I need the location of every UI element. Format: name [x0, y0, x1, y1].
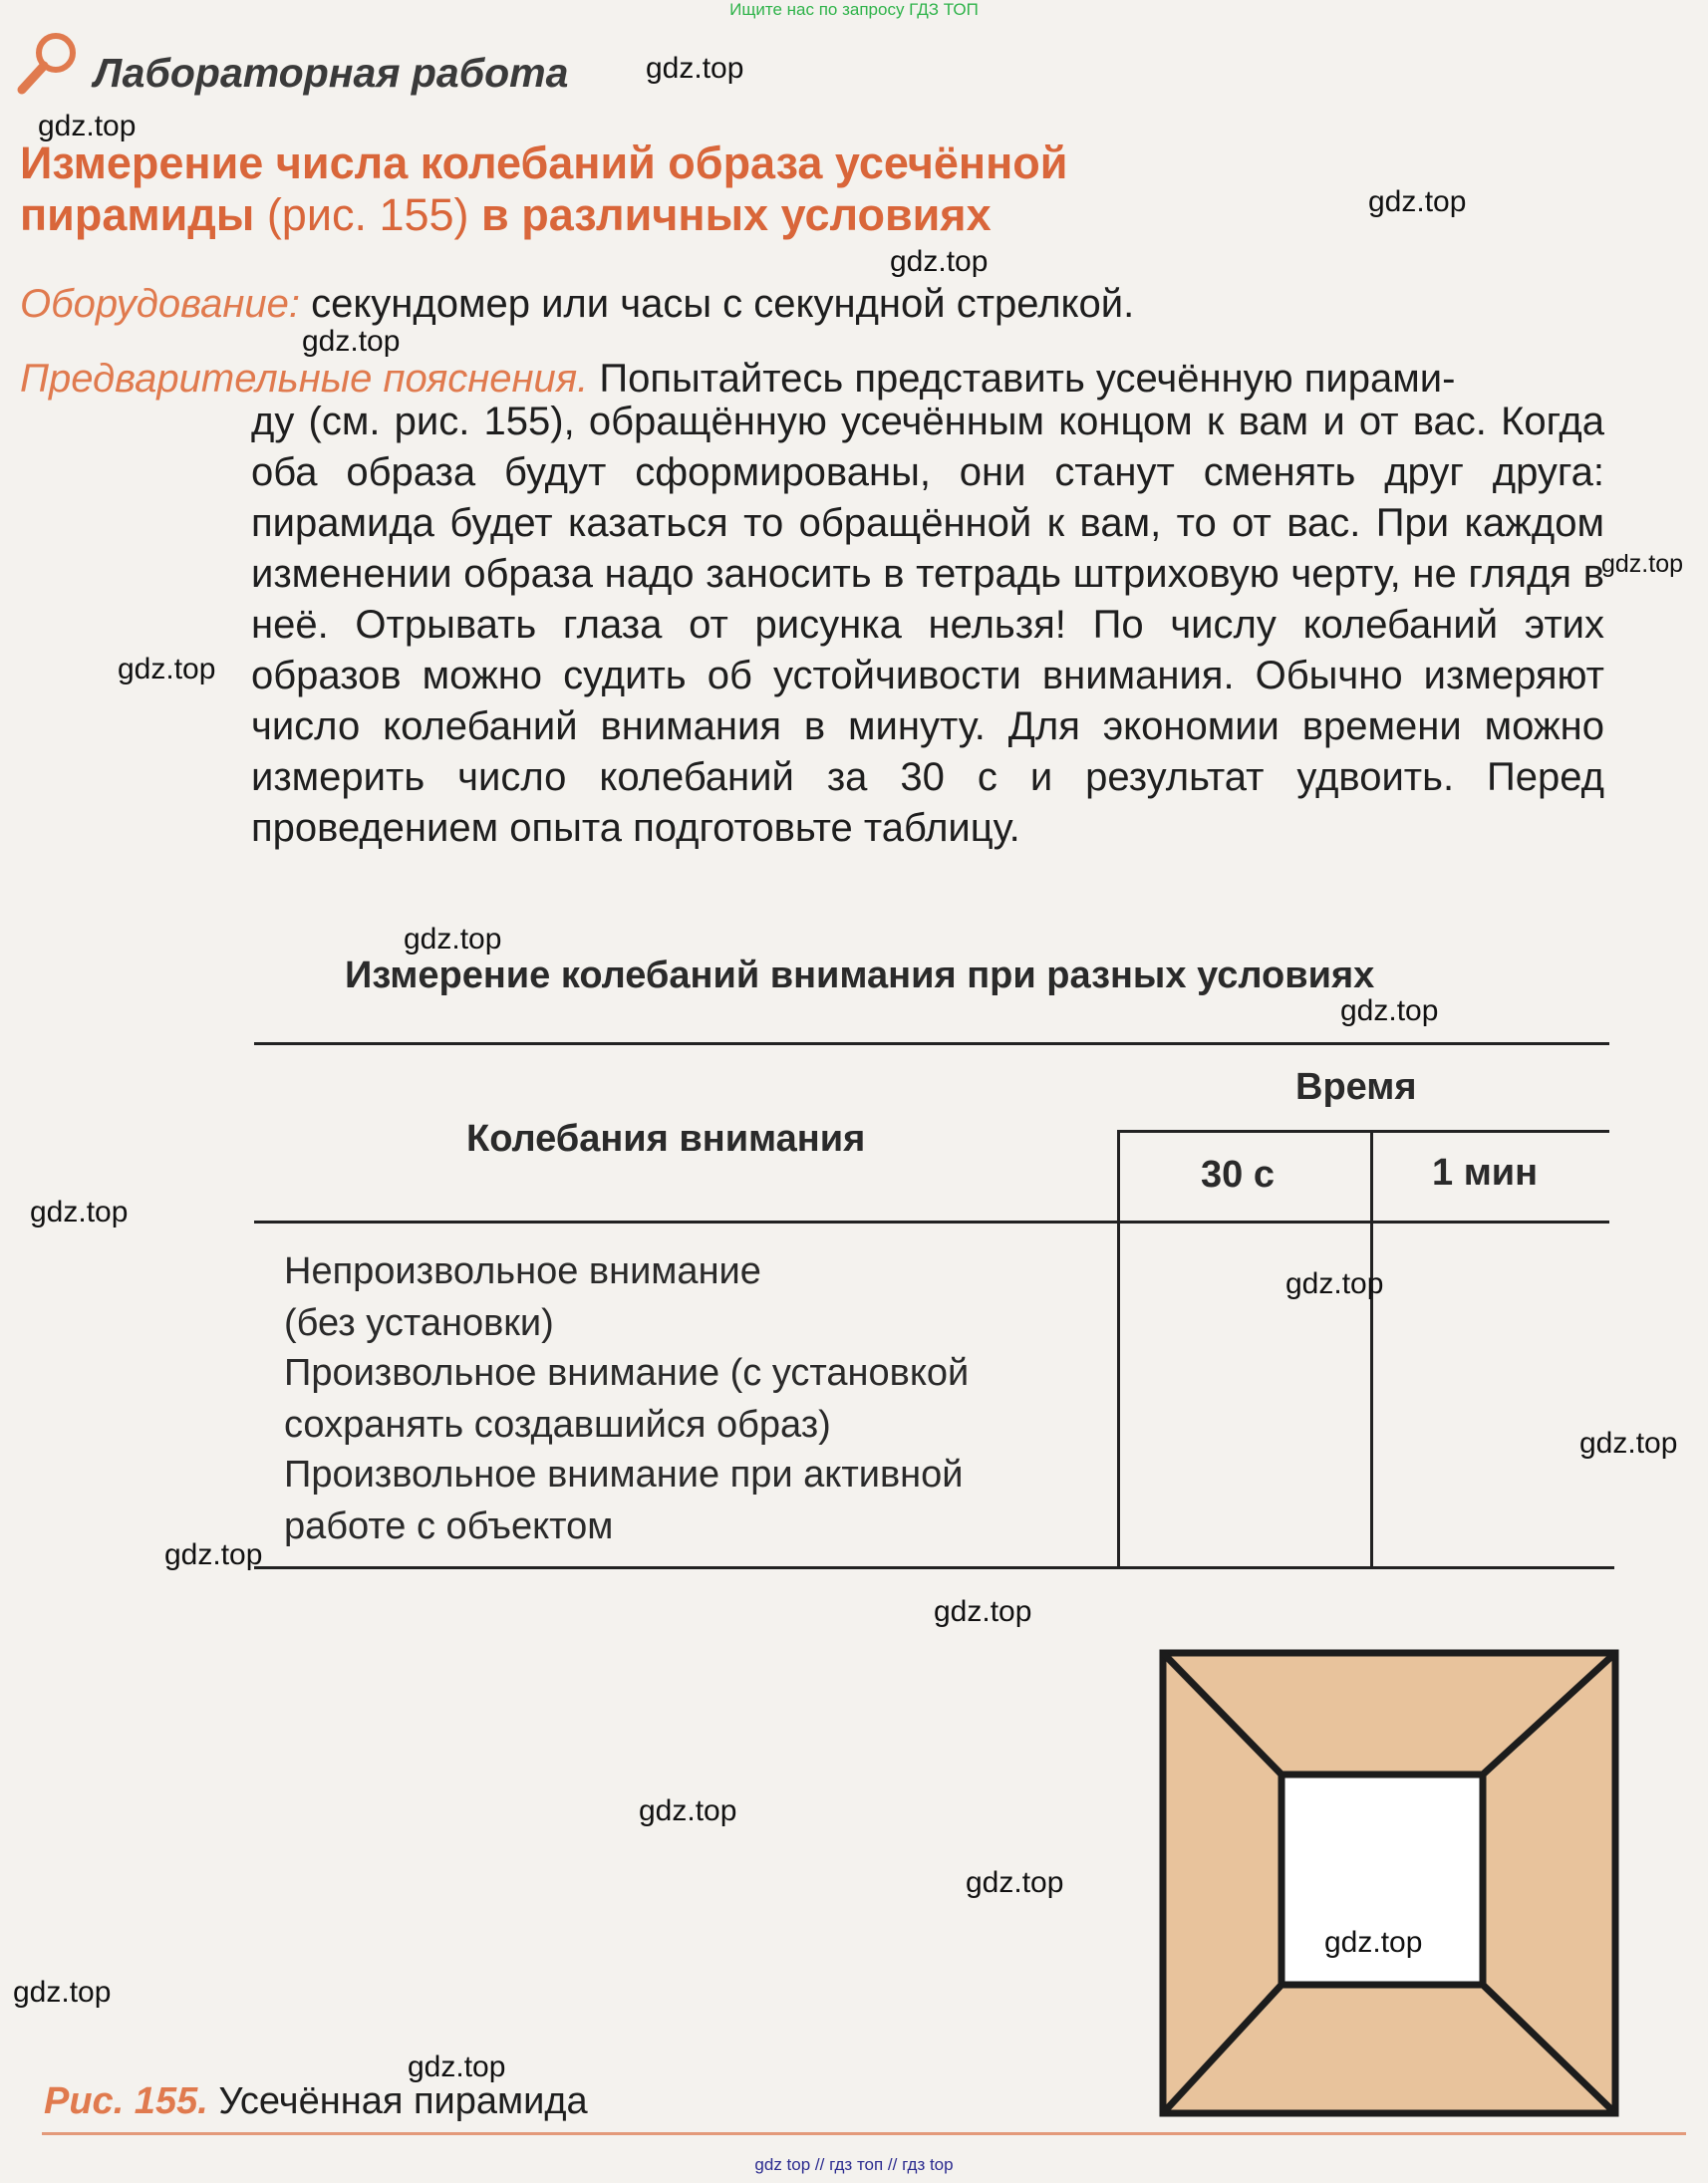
figure-caption: Рис. 155. Усечённая пирамида: [44, 2080, 588, 2122]
top-search-link[interactable]: Ищите нас по запросу ГДЗ ТОП: [729, 0, 979, 19]
table-time-rule: [1118, 1130, 1609, 1133]
watermark: gdz.top: [646, 52, 744, 85]
watermark: gdz.top: [934, 1595, 1032, 1628]
table-divider-2: [1370, 1130, 1373, 1568]
table-bottom-rule: [254, 1566, 1614, 1569]
equipment-label: Оборудование:: [20, 282, 300, 326]
equipment-line: Оборудование: секундомер или часы с секундной стрелкой.: [20, 282, 1135, 326]
table-row: Непроизвольное внимание (без установки): [284, 1250, 761, 1344]
watermark: gdz.top: [1579, 1427, 1678, 1460]
explanations-text: ду (см. рис. 155), обращённую усечённым концом к вам и от вас. Когда оба образа будут сформированы, они станут сменять друг друга: пирамида будет казаться то обращённой к вам, то от вас. При каждом изменении образа надо заносить в тетрадь штриховую черту, не глядя в неё. Отрывать глаза от рисунка нельзя! По числу колебаний этих образов можно судить об устойчивости внимания. Обычно измеряют число колебаний внимания в минуту. Для экономии времени можно измерить число колебаний за 30 с и результат удвоить. Перед проведением опыта подготовьте таблицу.: [251, 400, 1604, 850]
watermark: gdz.top: [966, 1866, 1064, 1899]
watermark: gdz.top: [302, 325, 401, 358]
table-row: Произвольное внимание при активной работе с объектом: [284, 1454, 964, 1547]
watermark: gdz.top: [38, 110, 137, 142]
watermark: gdz.top: [1324, 1926, 1423, 1959]
watermark: gdz.top: [639, 1794, 737, 1827]
watermark: gdz.top: [404, 923, 502, 955]
watermark: gdz.top: [1601, 550, 1684, 578]
magnifier-icon: [14, 28, 84, 98]
table-row: Произвольное внимание (с установкой сохранять создавшийся образ): [284, 1352, 970, 1446]
table-header-rule: [254, 1221, 1609, 1224]
lab-heading: Измерение числа колебаний образа усечённой пирамиды (рис. 155) в различных условиях: [20, 137, 1068, 240]
explanations-label: Предварительные пояснения.: [20, 357, 589, 401]
watermark: gdz.top: [408, 2050, 506, 2083]
bottom-links[interactable]: gdz top // гдз топ // гдз top: [754, 2155, 954, 2174]
lab-title: Лабораторная работа: [94, 50, 569, 96]
watermark: gdz.top: [13, 1976, 112, 2009]
table-title: Измерение колебаний внимания при разных условиях: [345, 955, 1375, 996]
watermark: gdz.top: [1340, 994, 1439, 1027]
col-header-30s: 30 с: [1201, 1154, 1275, 1196]
watermark: gdz.top: [30, 1196, 129, 1228]
table-top-rule: [254, 1042, 1609, 1045]
truncated-pyramid-figure: [1159, 1649, 1619, 2117]
watermark: gdz.top: [890, 245, 989, 278]
bottom-rule: [42, 2132, 1686, 2135]
watermark: gdz.top: [118, 653, 216, 685]
explanations-first-line: Предварительные пояснения. Попытайтесь представить усечённую пирами-: [20, 357, 1456, 401]
table-divider-1: [1117, 1130, 1120, 1568]
col-header-time: Время: [1295, 1066, 1417, 1108]
watermark: gdz.top: [1368, 185, 1467, 218]
watermark: gdz.top: [164, 1538, 263, 1571]
col-header-attention: Колебания внимания: [466, 1118, 866, 1160]
watermark: gdz.top: [1285, 1267, 1384, 1300]
col-header-1min: 1 мин: [1432, 1152, 1539, 1194]
